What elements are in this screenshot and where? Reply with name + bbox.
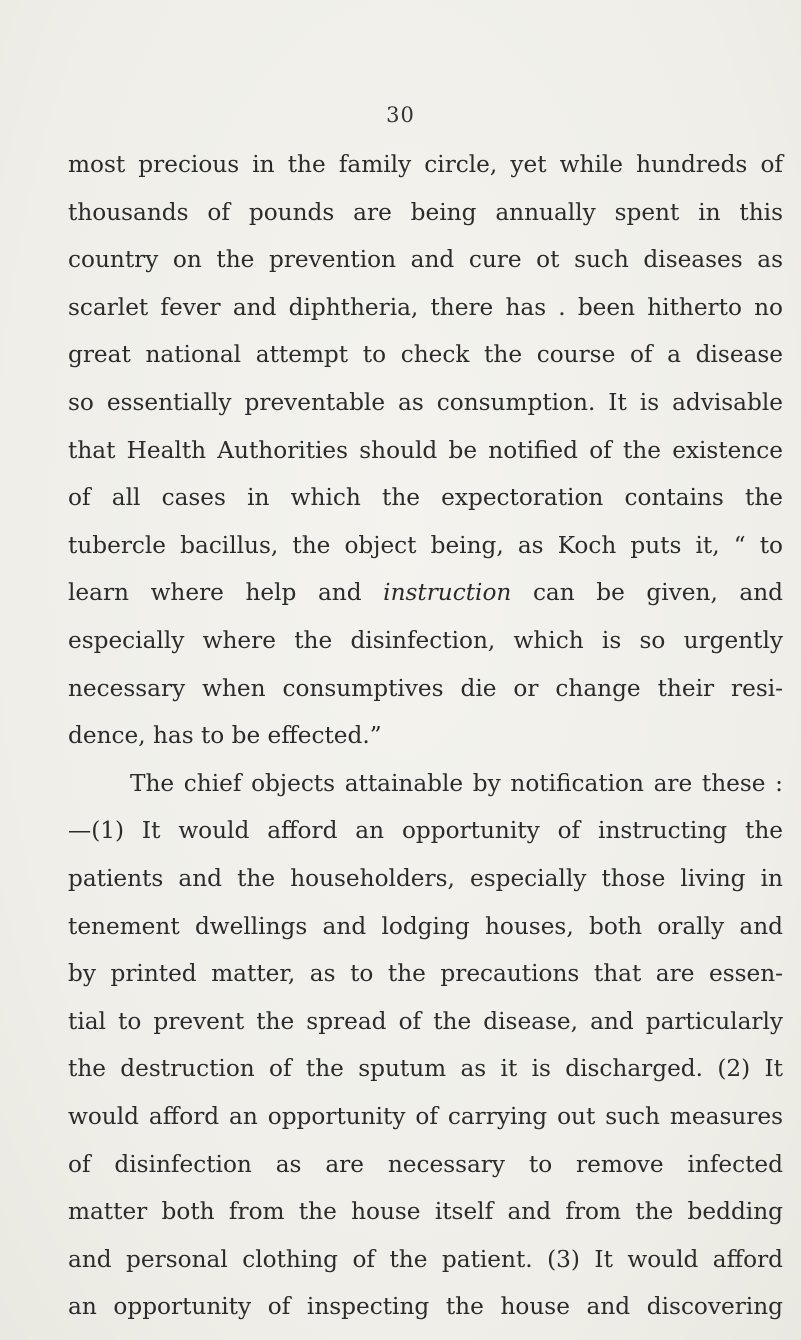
text-line: an opportunity of inspecting the house and discovering (68, 1293, 783, 1321)
text-line: scarlet fever and diphtheria, there has . been hitherto no (68, 293, 783, 321)
text-line: great national attempt to check the course of a disease (68, 341, 783, 369)
text-line: tubercle bacillus, the object being, as Koch puts it, “ to (68, 531, 783, 559)
text-line: The chief objects attainable by notification are these : (130, 769, 783, 797)
page-number: 30 (386, 103, 415, 127)
text-line: matter both from the house itself and from the bedding (68, 1198, 783, 1226)
text-line: so essentially preventable as consumption. It is advisable (68, 389, 783, 416)
text-line: would afford an opportunity of carrying out such measures (68, 1103, 783, 1130)
text-line: dence, has to be effected.” (68, 722, 382, 750)
text-line: thousands of pounds are being annually spent in this (68, 198, 783, 226)
text-line: the destruction of the sputum as it is discharged. (2) It (68, 1055, 783, 1083)
text-line: —(1) It would afford an opportunity of instructing the (68, 817, 783, 845)
text-line: necessary when consumptives die or change their resi- (68, 674, 783, 702)
italic-word: instruction (383, 579, 512, 607)
text-line: and personal clothing of the patient. (3) It would afford (68, 1245, 783, 1273)
text-line: most precious in the family circle, yet while hundreds of (68, 151, 783, 178)
text-line: of disinfection as are necessary to remove infected (68, 1150, 783, 1178)
text-line: that Health Authorities should be notified of the existence (68, 436, 783, 464)
text-segment: can be given, and (511, 579, 783, 607)
text-line: especially where the disinfection, which is so urgently (68, 627, 783, 654)
text-segment: learn where help and (68, 579, 384, 607)
text-line: patients and the householders, especially those living in (68, 865, 783, 892)
text-line: country on the prevention and cure ot such diseases as (68, 246, 783, 274)
text-line: of all cases in which the expectoration contains the (68, 484, 783, 512)
text-line: tenement dwellings and lodging houses, both orally and (68, 912, 783, 940)
text-line: by printed matter, as to the precautions that are essen- (68, 960, 783, 988)
text-line: tial to prevent the spread of the disease, and particularly (68, 1007, 783, 1035)
text-line (68, 578, 783, 608)
